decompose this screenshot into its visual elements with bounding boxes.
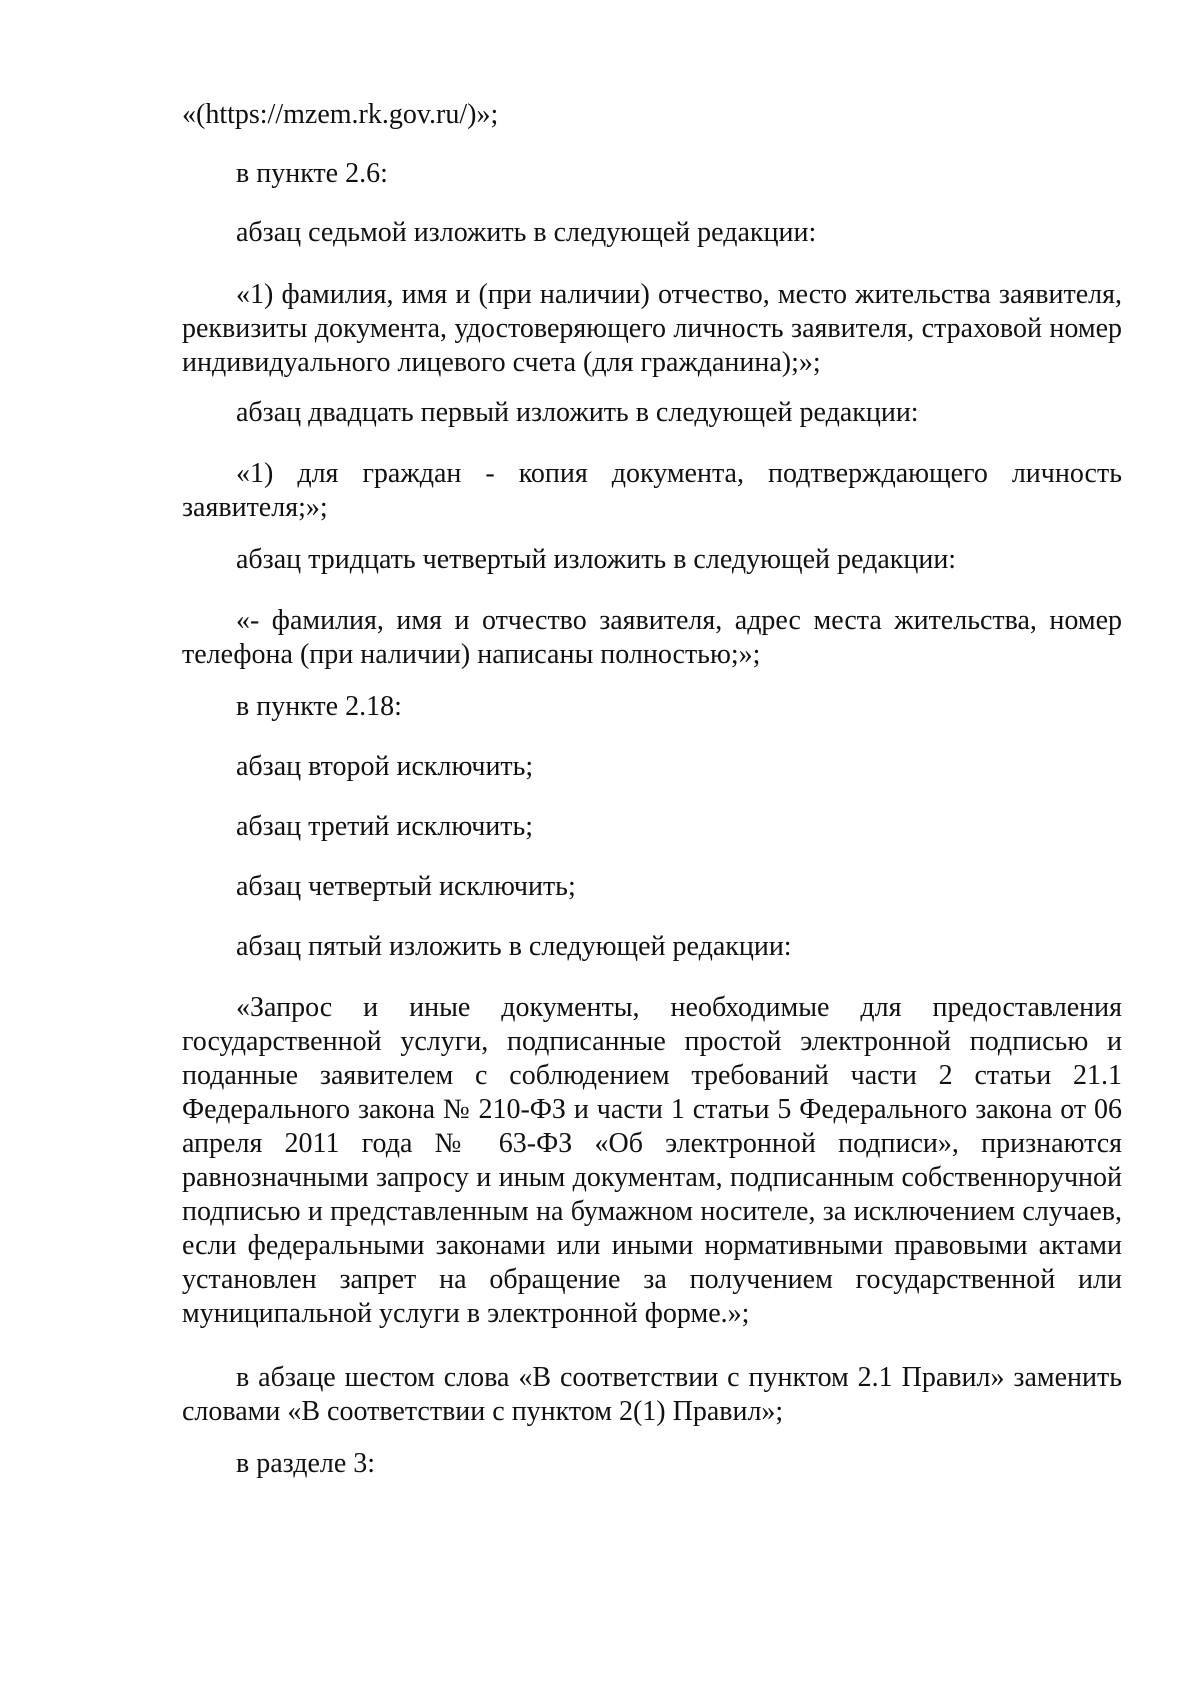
paragraph-sixth-abzac-replace: в абзаце шестом слова «В соответствии с пунктом 2.1 Правил» заменить словами «В соответствии с пунктом 2(1) Правил»;: [182, 1362, 1122, 1427]
paragraph-second-abzac-exclude: абзац второй исключить;: [236, 751, 534, 782]
paragraph-url: «(https://mzem.rk.gov.ru/)»;: [182, 99, 499, 130]
paragraph-point-2-18: в пункте 2.18:: [236, 691, 402, 722]
paragraph-item-1-fio: «1) фамилия, имя и (при наличии) отчество, место жительства заявителя, реквизиты документа, удостоверяющего личность заявителя, страховой номер индивидуального лицевого счета (для гражданина);»;: [182, 279, 1122, 378]
paragraph-twenty-first-abzac: абзац двадцать первый изложить в следующей редакции:: [236, 397, 919, 428]
paragraph-point-2-6: в пункте 2.6:: [236, 158, 388, 189]
paragraph-seventh-abzac: абзац седьмой изложить в следующей редакции:: [236, 217, 817, 248]
paragraph-request-documents: «Запрос и иные документы, необходимые для предоставления государственной услуги, подписанные простой электронной подписью и поданные заявителем с соблюдением требований части 2 статьи 21.1 Федерального закона № 210-ФЗ и части 1 статьи 5 Федерального закона от 06 апреля 2011 года № 63-ФЗ «Об электронной подписи», признаются равнозначными запросу и иным документам, подписанным собственноручной подписью и представленным на бумажном носителе, за исключением случаев, если федеральными законами или иными нормативными правовыми актами установлен запрет на обращение за получением государственной или муниципальной услуги в электронной форме.»;: [182, 992, 1122, 1329]
paragraph-third-abzac-exclude: абзац третий исключить;: [236, 811, 534, 842]
paragraph-fio-address: «- фамилия, имя и отчество заявителя, адрес места жительства, номер телефона (при наличии) написаны полностью;»;: [182, 605, 1122, 670]
paragraph-fifth-abzac: абзац пятый изложить в следующей редакции:: [236, 931, 792, 962]
paragraph-section-3: в разделе 3:: [236, 1448, 376, 1479]
paragraph-fourth-abzac-exclude: абзац четвертый исключить;: [236, 871, 576, 902]
paragraph-thirty-fourth-abzac: абзац тридцать четвертый изложить в следующей редакции:: [236, 544, 957, 575]
paragraph-item-1-citizens: «1) для граждан - копия документа, подтверждающего личность заявителя;»;: [182, 458, 1122, 523]
